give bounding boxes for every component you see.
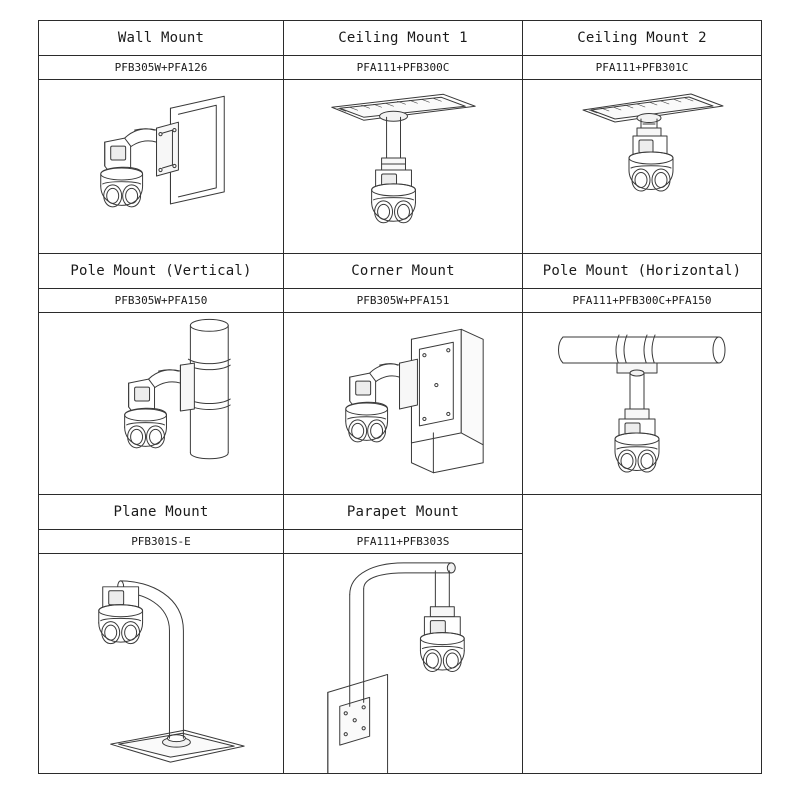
table-row <box>39 254 761 495</box>
mount-cell-pole-mount-vertical <box>39 254 284 494</box>
mount-sku: PFA111+PFB301C <box>523 56 761 80</box>
mount-title: Plane Mount <box>39 495 283 530</box>
mount-illustration-wall-mount <box>39 80 283 253</box>
mount-sku: PFA111+PFB300C+PFA150 <box>523 289 761 313</box>
mount-title: Ceiling Mount 2 <box>523 21 761 56</box>
mount-sku: PFB305W+PFA150 <box>39 289 283 313</box>
mount-title: Pole Mount (Horizontal) <box>523 254 761 289</box>
mount-title: Corner Mount <box>284 254 522 289</box>
mount-title: Parapet Mount <box>284 495 522 530</box>
mount-options-table <box>38 20 762 774</box>
mount-illustration-plane-mount <box>39 554 283 773</box>
mount-cell-pole-mount-horizontal <box>523 254 761 494</box>
mount-sku: PFA111+PFB300C <box>284 56 522 80</box>
table-row <box>39 495 761 773</box>
mount-cell-corner-mount <box>284 254 523 494</box>
mount-cell-parapet-mount <box>284 495 523 773</box>
mount-sku: PFA111+PFB303S <box>284 530 522 554</box>
mount-illustration-corner-mount <box>284 313 522 494</box>
mount-sku: PFB301S-E <box>39 530 283 554</box>
table-row <box>39 21 761 254</box>
mount-cell-plane-mount <box>39 495 284 773</box>
empty-cell <box>523 495 761 773</box>
mount-illustration-pole-mount-horizontal <box>523 313 761 494</box>
mount-title: Wall Mount <box>39 21 283 56</box>
mount-illustration-parapet-mount <box>284 554 522 773</box>
mount-title: Pole Mount (Vertical) <box>39 254 283 289</box>
mount-sku: PFB305W+PFA151 <box>284 289 522 313</box>
mount-title: Ceiling Mount 1 <box>284 21 522 56</box>
mount-cell-wall-mount <box>39 21 284 253</box>
mount-illustration-ceiling-mount-1 <box>284 80 522 253</box>
mount-illustration-ceiling-mount-2 <box>523 80 761 253</box>
mount-cell-ceiling-mount-2 <box>523 21 761 253</box>
mount-sku: PFB305W+PFA126 <box>39 56 283 80</box>
mount-cell-ceiling-mount-1 <box>284 21 523 253</box>
mount-illustration-pole-mount-vertical <box>39 313 283 494</box>
